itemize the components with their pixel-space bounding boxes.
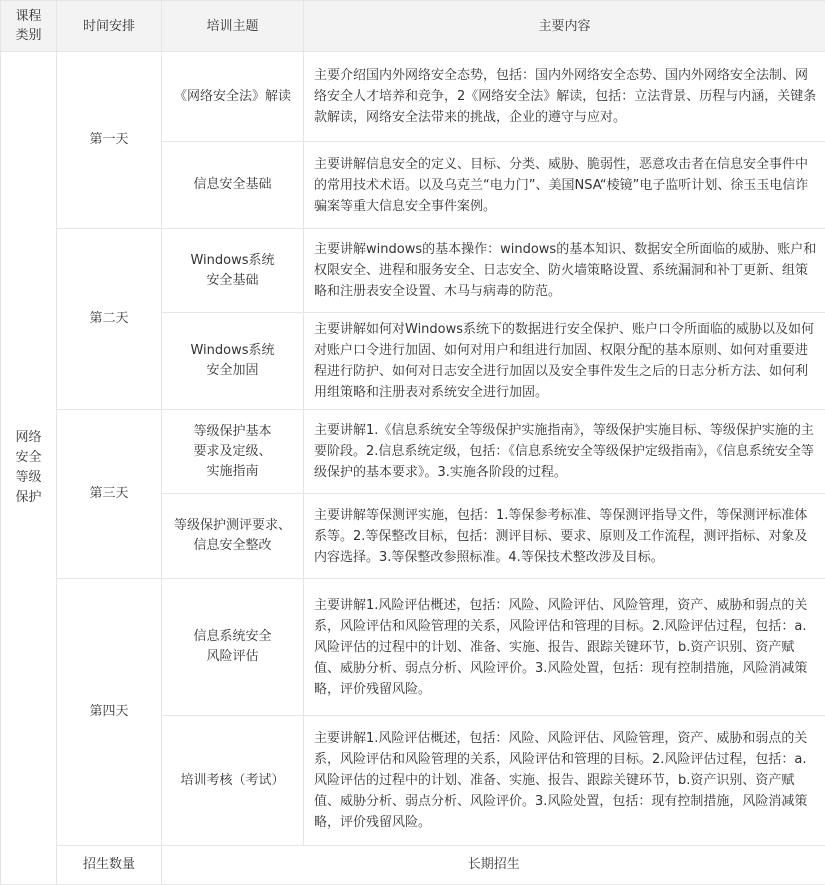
topic-cell: 《网络安全法》解读 xyxy=(162,52,304,142)
topic-cell: 等级保护测评要求、 信息安全整改 xyxy=(162,494,304,579)
day-cell: 第一天 xyxy=(57,52,162,229)
content-cell: 主要讲解信息安全的定义、目标、分类、威胁、脆弱性，恶意攻击者在信息安全事件中的常用技术术语。以及乌克兰“电力门”、美国NSA“棱镜”电子监听计划、徐玉玉电信诈骗案等重大信息安全事件案例。 xyxy=(304,142,825,229)
topic-cell: 等级保护基本 要求及定级、 实施指南 xyxy=(162,410,304,494)
content-cell: 主要讲解1.《信息系统安全等级保护实施指南》，等级保护实施目标、等级保护实施的主要阶段。2.信息系统定级，包括：《信息系统安全等级保护定级指南》，《信息系统安全等级保护的基本要求》。3.实施各阶段的过程。 xyxy=(304,410,825,494)
content-cell: 主要讲解1.风险评估概述，包括：风险、风险评估、风险管理，资产、威胁和弱点的关系，风险评估和风险管理的关系，风险评估和管理的目标。2.风险评估过程，包括：a.风险评估的过程中的计划、准备、实施、报告、跟踪关键环节，b.资产识别、资产赋值、威胁分析、弱点分析、风险评价。3.风险处置，包括：现有控制措施，风险消减策略，评价残留风险。 xyxy=(304,579,825,716)
enrollment-label: 招生数量 xyxy=(57,846,162,885)
header-row xyxy=(1,1,825,52)
table-row xyxy=(1,579,825,716)
table-row xyxy=(1,52,825,142)
day-cell: 第二天 xyxy=(57,229,162,410)
table-row xyxy=(1,410,825,494)
enrollment-row xyxy=(1,846,825,885)
topic-cell: 信息系统安全 风险评估 xyxy=(162,579,304,716)
category-cell: 网络安全等级保护 xyxy=(1,52,57,885)
content-cell: 主要讲解如何对Windows系统下的数据进行安全保护、账户口令所面临的威胁以及如何对账户口令进行加固、如何对用户和组进行加固、权限分配的基本原则、如何对重要进程进行防护、如何对日志安全进行加固以及安全事件发生之后的日志分析方法、如何利用组策略和注册表对系统安全进行加固。 xyxy=(304,313,825,410)
topic-cell: Windows系统 安全基础 xyxy=(162,229,304,313)
header-topic: 培训主题 xyxy=(162,1,304,52)
day-cell: 第四天 xyxy=(57,579,162,846)
header-time: 时间安排 xyxy=(57,1,162,52)
content-cell: 主要讲解等保测评实施，包括：1.等保参考标准、等保测评指导文件，等保测评标准体系等。2.等保整改目标，包括：测评目标、要求、原则及工作流程，测评指标、对象及内容选择。3.等保整改参照标准。4.等保技术整改涉及目标。 xyxy=(304,494,825,579)
header-content: 主要内容 xyxy=(304,1,825,52)
content-cell: 主要讲解1.风险评估概述，包括：风险、风险评估、风险管理，资产、威胁和弱点的关系，风险评估和风险管理的关系，风险评估和管理的目标。2.风险评估过程，包括：a.风险评估的过程中的计划、准备、实施、报告、跟踪关键环节，b.资产识别、资产赋值、威胁分析、弱点分析、风险评价。3.风险处置，包括：现有控制措施，风险消减策略，评价残留风险。 xyxy=(304,716,825,846)
topic-cell: 培训考核（考试） xyxy=(162,716,304,846)
table-row xyxy=(1,229,825,313)
day-cell: 第三天 xyxy=(57,410,162,579)
topic-cell: Windows系统 安全加固 xyxy=(162,313,304,410)
content-cell: 主要讲解windows的基本操作：windows的基本知识、数据安全所面临的威胁、账户和权限安全、进程和服务安全、日志安全、防火墙策略设置、系统漏洞和补丁更新、组策略和注册表安全设置、木马与病毒的防范。 xyxy=(304,229,825,313)
enrollment-value: 长期招生 xyxy=(162,846,825,885)
topic-cell: 信息安全基础 xyxy=(162,142,304,229)
content-cell: 主要介绍国内外网络安全态势，包括：国内外网络安全态势、国内外网络安全法制、网络安全人才培养和竞争，2《网络安全法》解读，包括：立法背景、历程与内涵，关键条款解读，网络安全法带来的挑战，企业的遵守与应对。 xyxy=(304,52,825,142)
header-category: 课程 类别 xyxy=(1,1,57,52)
